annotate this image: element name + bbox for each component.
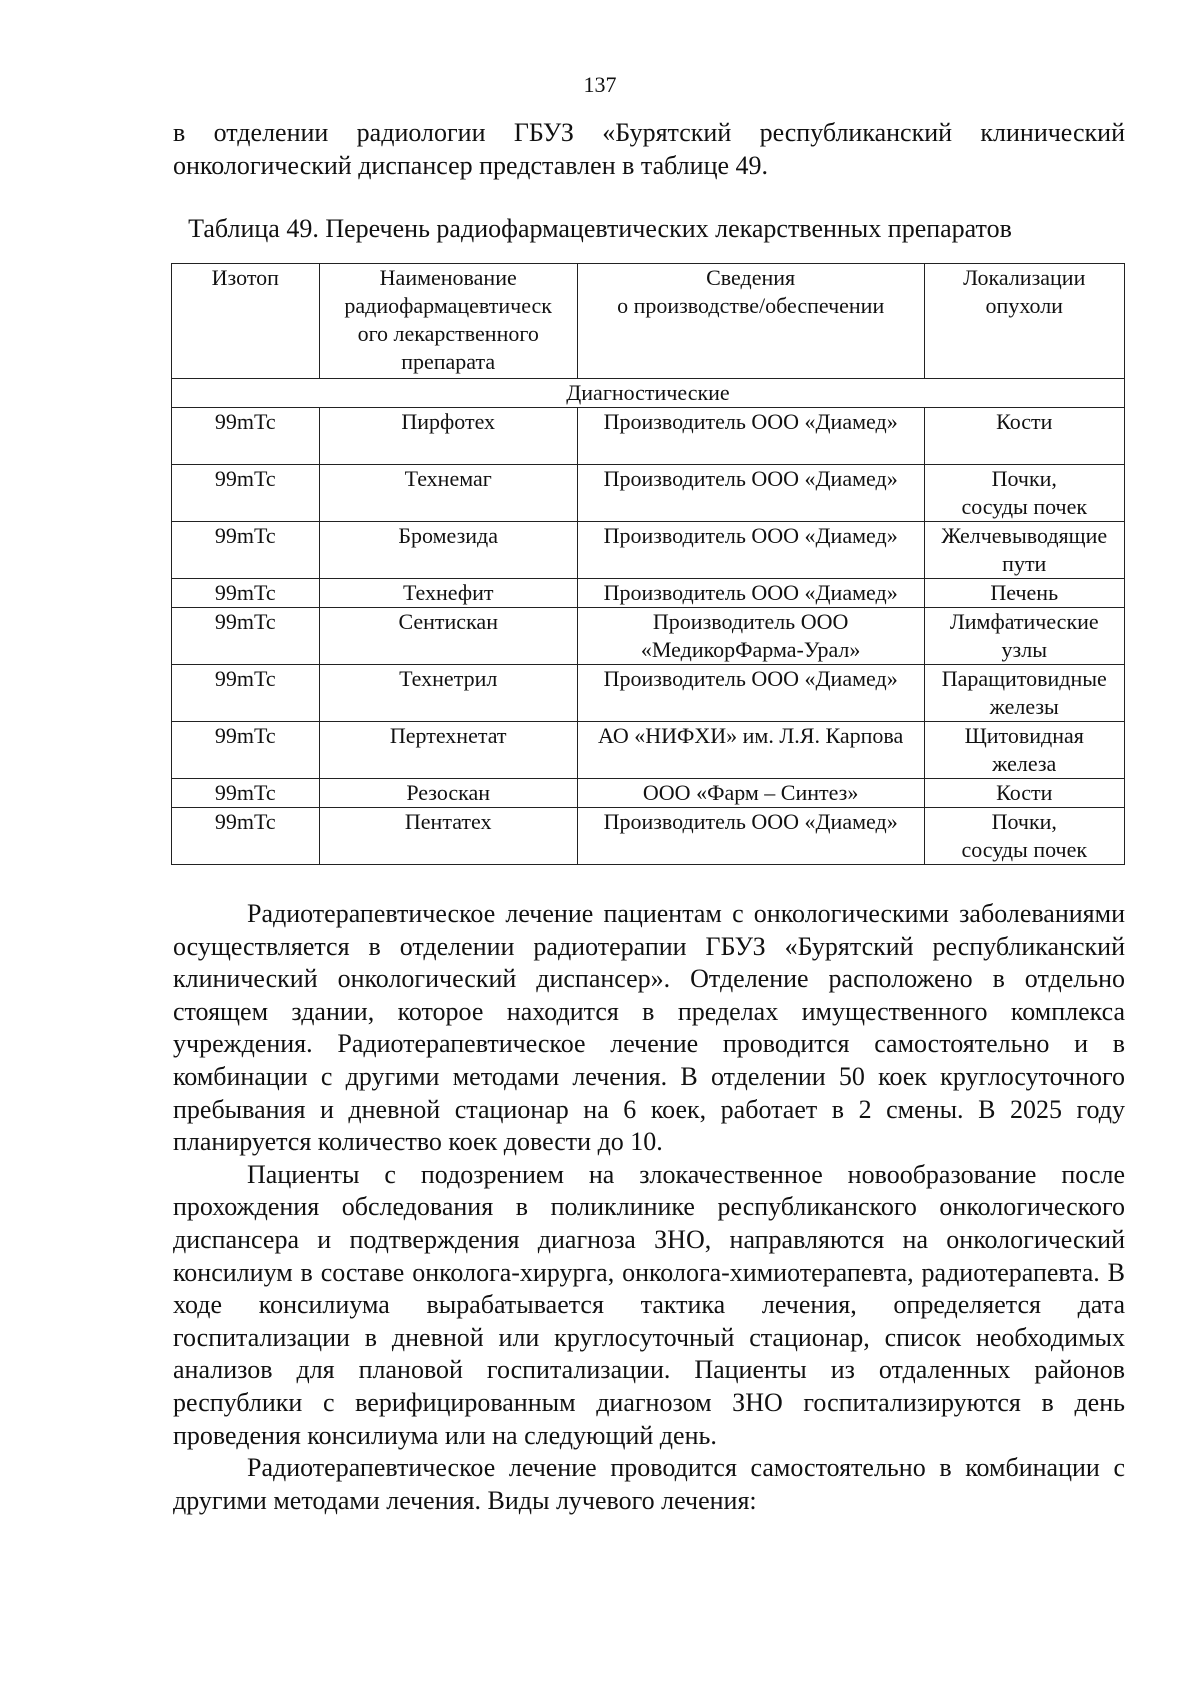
cell-isotope: 99mTc [172, 808, 320, 865]
intro-line-2: онкологический диспансер представлен в таблице 49. [173, 151, 769, 180]
cell-isotope: 99mTc [172, 665, 320, 722]
cell-name: Технетрил [319, 665, 577, 722]
cell-isotope: 99mTc [172, 779, 320, 808]
table-section-row [172, 379, 1125, 408]
cell-info: Производитель ООО «Диамед» [577, 579, 924, 608]
cell-info: АО «НИФХИ» им. Л.Я. Карпова [577, 722, 924, 779]
cell-name: Технефит [319, 579, 577, 608]
cell-info: Производитель ООО «Диамед» [577, 408, 924, 465]
cell-localization: Печень [924, 579, 1124, 608]
table-row [172, 779, 1125, 808]
body-text [173, 898, 1125, 1517]
cell-name: Пентатех [319, 808, 577, 865]
cell-name: Пертехнетат [319, 722, 577, 779]
table-row [172, 608, 1125, 665]
cell-name: Сентискан [319, 608, 577, 665]
cell-info: Производитель ООО «МедикорФарма-Урал» [577, 608, 924, 665]
cell-name: Бромезида [319, 522, 577, 579]
table-header-row [172, 264, 1125, 379]
cell-info: Производитель ООО «Диамед» [577, 808, 924, 865]
cell-isotope: 99mTc [172, 608, 320, 665]
header-info: Сведения о производстве/обеспечении [577, 264, 924, 379]
cell-localization: Щитовидная железа [924, 722, 1124, 779]
cell-localization: Кости [924, 779, 1124, 808]
table-row [172, 522, 1125, 579]
cell-info: ООО «Фарм – Синтез» [577, 779, 924, 808]
cell-name: Пирфотех [319, 408, 577, 465]
header-localization: Локализации опухоли [924, 264, 1124, 379]
page-number: 137 [583, 72, 617, 97]
cell-localization: Желчевыводящие пути [924, 522, 1124, 579]
cell-localization: Почки, сосуды почек [924, 465, 1124, 522]
intro-paragraph [173, 116, 1125, 182]
cell-isotope: 99mTc [172, 408, 320, 465]
cell-localization: Кости [924, 408, 1124, 465]
header-name: Наименование радиофармацевтическ ого лекарственного препарата [319, 264, 577, 379]
intro-line-1: в отделении радиологии ГБУЗ «Бурятский республиканский клинический [173, 118, 1125, 147]
paragraph-methods: Радиотерапевтическое лечение проводится самостоятельно в комбинации с другими методами лечения. Виды лучевого лечения: [173, 1453, 1125, 1515]
section-diagnostic: Диагностические [172, 379, 1125, 408]
table-row [172, 408, 1125, 465]
cell-isotope: 99mTc [172, 579, 320, 608]
paragraph-radiotherapy: Радиотерапевтическое лечение пациентам с онкологическими заболеваниями осуществляется в отделении радиотерапии ГБУЗ «Бурятский республиканский клинический онкологический диспансер». Отделение расположено в отдельно стоящем здании, которое находится в пределах имущественного комплекса учреждения. Радиотерапевтическое лечение проводится самостоятельно и в комбинации с другими методами лечения. В отделении 50 коек круглосуточного пребывания и дневной стационар на 6 коек, работает в 2 смены. В 2025 году планируется количество коек довести до 10. [173, 899, 1125, 1157]
cell-localization: Паращитовидные железы [924, 665, 1124, 722]
table-row [172, 808, 1125, 865]
table-row [172, 665, 1125, 722]
table-caption: Таблица 49. Перечень радиофармацевтических лекарственных препаратов [188, 214, 1012, 243]
paragraph-consilium: Пациенты с подозрением на злокачественное новообразование после прохождения обследования в поликлинике республиканского онкологического диспансера и подтверждения диагноза ЗНО, направляются на онкологический консилиум в составе онколога-хирурга, онколога-химиотерапевта, радиотерапевта. В ходе консилиума вырабатывается тактика лечения, определяется дата госпитализации в дневной или круглосуточный стационар, список необходимых анализов для плановой госпитализации. Пациенты из отдаленных районов республики с верифицированным диагнозом ЗНО госпитализируются в день проведения консилиума или на следующий день. [173, 1159, 1125, 1450]
cell-info: Производитель ООО «Диамед» [577, 522, 924, 579]
cell-isotope: 99mTc [172, 722, 320, 779]
cell-info: Производитель ООО «Диамед» [577, 465, 924, 522]
cell-info: Производитель ООО «Диамед» [577, 665, 924, 722]
cell-isotope: 99mTc [172, 465, 320, 522]
header-isotope: Изотоп [172, 264, 320, 379]
table-row [172, 579, 1125, 608]
table-row [172, 722, 1125, 779]
cell-name: Резоскан [319, 779, 577, 808]
cell-localization: Почки, сосуды почек [924, 808, 1124, 865]
cell-localization: Лимфатические узлы [924, 608, 1124, 665]
table-row [172, 465, 1125, 522]
radiopharmaceuticals-table [171, 263, 1125, 865]
cell-isotope: 99mTc [172, 522, 320, 579]
cell-name: Технемаг [319, 465, 577, 522]
